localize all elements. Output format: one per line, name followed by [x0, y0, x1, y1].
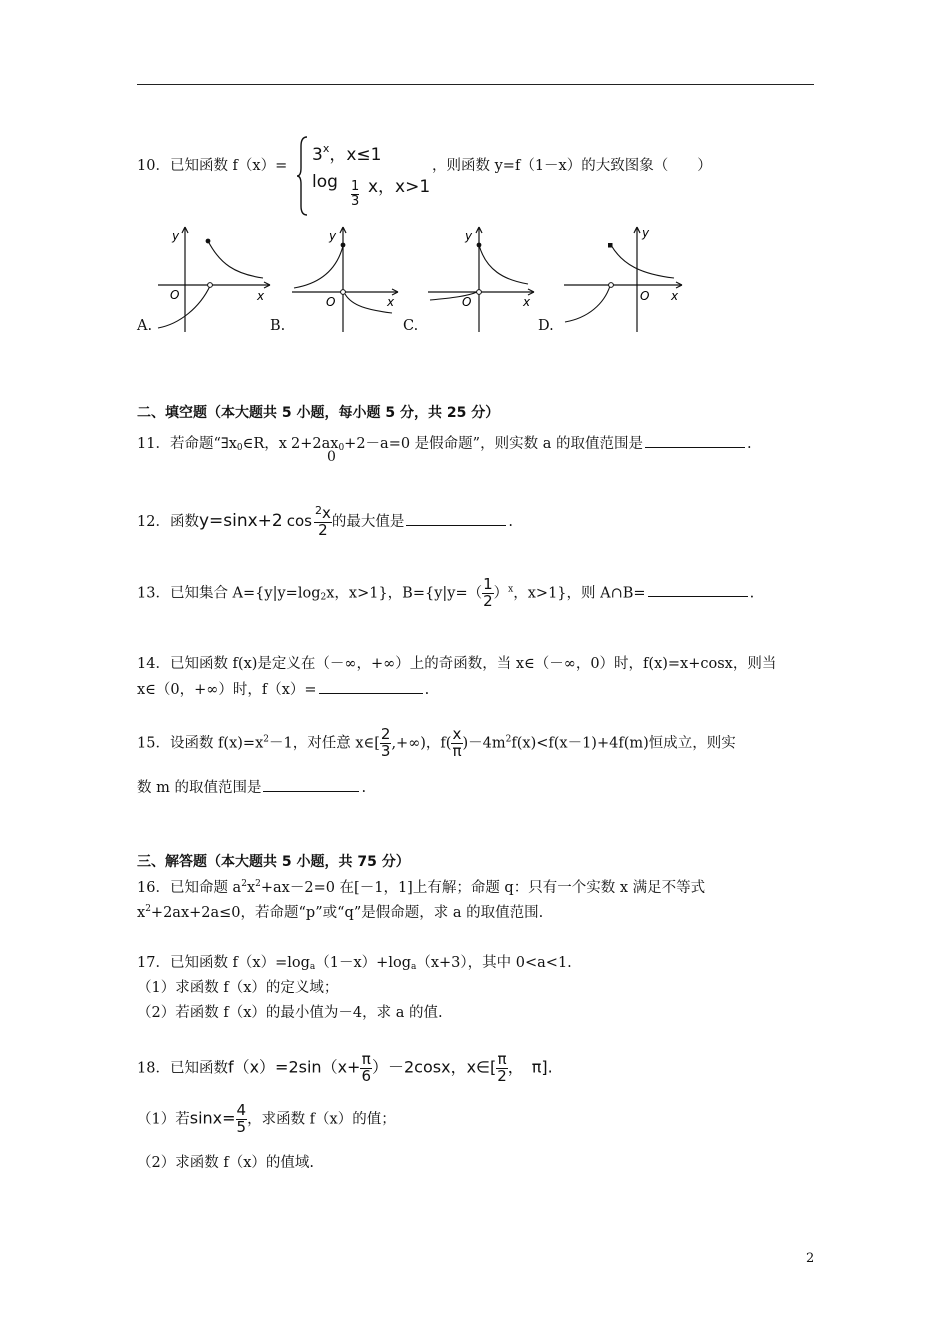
q17-part1: （1）求函数 f（x）的定义域；: [137, 980, 339, 996]
section2-title: 二、填空题（本大题共 5 小题，每小题 5 分，共 25 分）: [137, 405, 500, 421]
graph-a-x-label: x: [257, 289, 265, 303]
graph-d-y-label: y: [642, 226, 650, 240]
top-rule: [137, 84, 814, 85]
q10-case2-arg: x，x>1: [368, 177, 431, 197]
graph-c: [424, 222, 538, 334]
q11-subscript-zero: 0: [327, 449, 336, 465]
q14-line1: 14．已知函数 f(x)是定义在（－∞，+∞）上的奇函数，当 x∈（－∞，0）时，f(x)=x+cosx，则当: [137, 656, 777, 672]
q14-line2: x∈（0，+∞）时，f（x）= .: [137, 682, 430, 698]
q10-case1: 3$^x$，x≤1: [312, 142, 382, 165]
graph-a-origin: O: [170, 288, 180, 302]
graph-d-origin: O: [640, 289, 650, 303]
q18-part2: （2）求函数 f（x）的值域.: [137, 1155, 314, 1171]
graph-c-y-label: y: [465, 229, 473, 243]
q16-line2: $x^2+2ax+2a\le 0$，若命题“p”或“q”是假命题，求 a 的取值范围.: [137, 904, 544, 921]
graph-c-origin: O: [462, 295, 472, 309]
graph-d-x-label: x: [671, 289, 679, 303]
section3-title: 三、解答题（本大题共 5 小题，共 75 分）: [137, 854, 410, 870]
graph-d: [560, 222, 686, 334]
q10-log-base: 1 3: [351, 179, 360, 210]
q18-part1: （1）若sinx= $\frac{4}{5}$ ，求函数 f（x）的值；: [137, 1101, 396, 1136]
q16-line1: 16．已知命题 $a^2x^2+ax-2=0$ 在[－1，1]上有解；命题 q：只有一个实数 x 满足不等式: [137, 879, 706, 896]
q17-stem: 17．已知函数 $f(x)=\log_a(1-x)+\log_a(x+3)$，其中 0<a<1.: [137, 955, 572, 972]
option-c: C.: [403, 318, 419, 334]
graph-b-y-label: y: [329, 229, 337, 243]
option-d: D.: [538, 318, 554, 334]
q12: 12．函数y=sinx+2 cos $\frac{^2x}{2}$ 的最大值是 .: [137, 504, 513, 539]
q11: 11．若命题“$\exists x_0\in R$，x $2+2ax_0+2-a=0$ 是假命题”，则实数 a 的取值范围是 .: [137, 436, 752, 453]
q10-suffix: ，则函数 y=f（1－x）的大致图象（ ）: [432, 158, 712, 174]
graph-c-x-label: x: [523, 295, 531, 309]
option-b: B.: [270, 318, 286, 334]
graph-b: [288, 222, 402, 334]
q18-stem: 18．已知函数f（x）=2sin（x+ $\frac{\pi}{6}$ ）－2cosx，x∈[ $\frac{\pi}{2}$ ， π].: [137, 1050, 553, 1085]
q10-prefix: 10．已知函数 f（x）=: [137, 158, 288, 174]
q15-line2: 数 m 的取值范围是 .: [137, 780, 367, 796]
graph-b-x-label: x: [387, 295, 395, 309]
piecewise-brace: [296, 136, 308, 216]
q17-part2: （2）若函数 f（x）的最小值为－4，求 a 的值.: [137, 1005, 443, 1021]
graph-a: [150, 222, 278, 334]
option-a: A.: [137, 318, 153, 334]
page-number: 2: [806, 1251, 815, 1266]
q15-line1: 15．设函数 $f(x)=x^2-1$，对任意 x∈[ $\frac{2}{3}$ ,+∞)，f( $\frac{x}{\pi}$ )$-4m^2f(x)<f(x-1)+4f(m)$恒成立，则实: [137, 725, 736, 760]
q10-case2: log: [312, 172, 338, 192]
graph-b-origin: O: [326, 295, 336, 309]
graph-a-y-label: y: [172, 229, 180, 243]
q13: 13．已知集合 $A=\{y|y=\log_2x$，x>1}，B={y|y=（ $\frac{1}{2}$ ）$^x$，x>1}，则 A∩B= .: [137, 575, 755, 610]
